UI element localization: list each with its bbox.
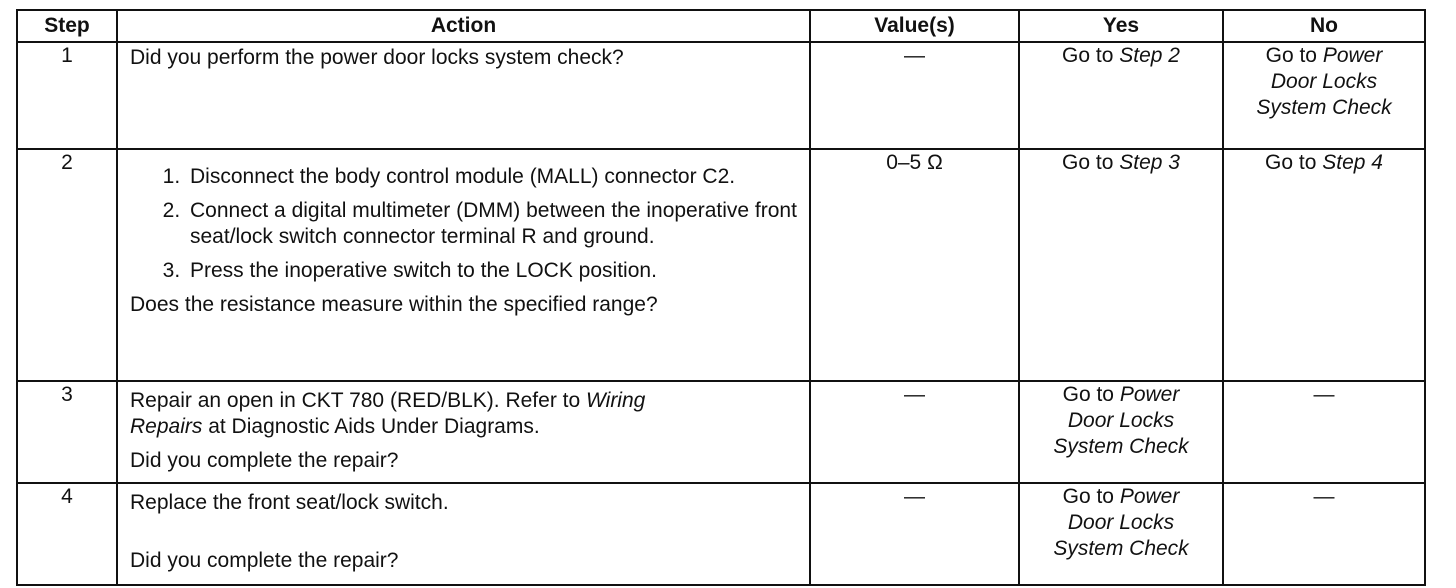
repairs-link[interactable]: Repairs xyxy=(130,415,203,438)
action-text: Did you perform the power door locks system check? xyxy=(130,46,624,69)
no-cell xyxy=(1223,149,1425,381)
no-cell: — xyxy=(1223,483,1425,585)
action-text-part1: Repair an open in CKT 780 (RED/BLK). Refer to xyxy=(130,389,587,412)
step-number: 1 xyxy=(17,42,117,149)
table-row xyxy=(17,149,1425,381)
wiring-link[interactable]: Wiring xyxy=(586,389,646,412)
no-prefix: Go to xyxy=(1265,151,1323,174)
yes-link-line2[interactable]: Door Locks xyxy=(1067,511,1175,534)
value-cell: — xyxy=(810,483,1019,585)
no-prefix: Go to xyxy=(1265,44,1323,67)
no-cell xyxy=(1223,42,1425,149)
yes-prefix: Go to xyxy=(1062,383,1120,406)
yes-link-line1[interactable]: Power xyxy=(1119,383,1180,406)
header-row xyxy=(17,10,1425,42)
action-cell xyxy=(117,483,810,585)
diagnostic-table xyxy=(16,9,1426,586)
yes-link-line1[interactable]: Power xyxy=(1119,485,1180,508)
value-cell: — xyxy=(810,381,1019,483)
yes-link-line3[interactable]: System Check xyxy=(1053,537,1189,560)
table-row xyxy=(17,483,1425,585)
substep-item: 3. Press the inoperative switch to the LOCK position. xyxy=(186,258,797,284)
table-row xyxy=(17,381,1425,483)
yes-link-line2[interactable]: Door Locks xyxy=(1067,409,1175,432)
substep-list xyxy=(130,164,797,284)
action-cell xyxy=(117,381,810,483)
step-number: 2 xyxy=(17,149,117,381)
yes-cell xyxy=(1019,42,1223,149)
yes-prefix: Go to xyxy=(1062,485,1120,508)
yes-link[interactable]: Step 2 xyxy=(1119,44,1180,67)
header-step: Step xyxy=(17,10,117,42)
yes-cell xyxy=(1019,483,1223,585)
no-link[interactable]: Step 4 xyxy=(1322,151,1383,174)
action-cell xyxy=(117,42,810,149)
no-link-line2[interactable]: Door Locks xyxy=(1270,70,1378,93)
header-values: Value(s) xyxy=(810,10,1019,42)
no-cell: — xyxy=(1223,381,1425,483)
yes-cell xyxy=(1019,149,1223,381)
substep-item: 1. Disconnect the body control module (MALL) connector C2. xyxy=(186,164,797,190)
action-text-part2: at Diagnostic Aids Under Diagrams. xyxy=(202,415,540,438)
substep-item: 2. Connect a digital multimeter (DMM) between the inoperative front seat/lock switch connector terminal R and ground. xyxy=(186,198,797,250)
value-cell: — xyxy=(810,42,1019,149)
yes-link[interactable]: Step 3 xyxy=(1119,151,1180,174)
value-cell: 0–5 Ω xyxy=(810,149,1019,381)
step-number: 3 xyxy=(17,381,117,483)
action-question: Does the resistance measure within the specified range? xyxy=(130,293,658,316)
action-question: Did you complete the repair? xyxy=(130,549,399,572)
step-number: 4 xyxy=(17,483,117,585)
action-question: Did you complete the repair? xyxy=(130,449,399,472)
yes-link-line3[interactable]: System Check xyxy=(1053,435,1189,458)
header-action: Action xyxy=(117,10,810,42)
table-row xyxy=(17,42,1425,149)
action-cell xyxy=(117,149,810,381)
no-link-line1[interactable]: Power xyxy=(1322,44,1383,67)
yes-cell xyxy=(1019,381,1223,483)
yes-prefix: Go to xyxy=(1062,44,1120,67)
no-link-line3[interactable]: System Check xyxy=(1256,96,1392,119)
action-text: Replace the front seat/lock switch. xyxy=(130,491,449,514)
header-no: No xyxy=(1223,10,1425,42)
header-yes: Yes xyxy=(1019,10,1223,42)
yes-prefix: Go to xyxy=(1062,151,1120,174)
